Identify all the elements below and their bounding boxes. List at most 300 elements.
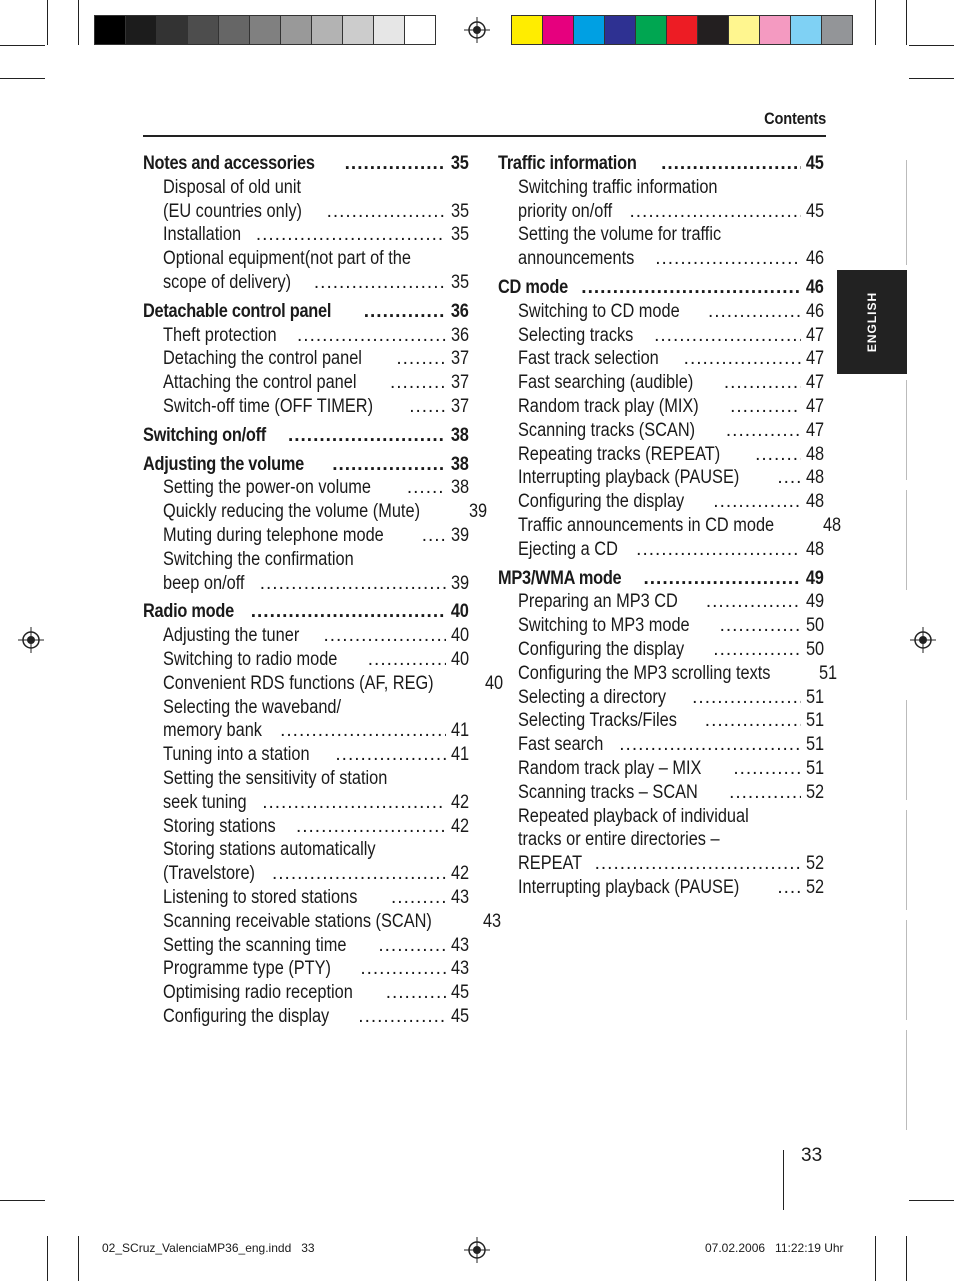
crop-mark	[909, 78, 954, 79]
margin-rule	[906, 160, 907, 265]
toc-entry-title: Switching the confirmation	[163, 548, 354, 570]
toc-page-number: 42	[450, 863, 469, 885]
toc-page-number: 40	[484, 672, 503, 694]
dot-leader	[708, 300, 801, 324]
color-swatch	[511, 15, 543, 45]
toc-section	[143, 300, 469, 324]
toc-page-number: 35	[450, 200, 469, 222]
footer-file-info: 02_SCruz_ValenciaMP36_eng.indd 33	[102, 1241, 315, 1255]
toc-entry-title: Interrupting playback (PAUSE)	[518, 876, 740, 898]
toc-entry	[143, 862, 469, 886]
dot-leader	[332, 453, 446, 477]
dot-leader	[262, 791, 446, 815]
toc-entry	[498, 852, 824, 876]
color-swatch	[373, 15, 405, 45]
color-swatch	[666, 15, 698, 45]
dot-leader	[297, 324, 446, 348]
toc-entry	[498, 757, 824, 781]
toc-entry-title: Configuring the display	[518, 491, 685, 513]
toc-page-number: 38	[450, 477, 469, 499]
toc-entry-title: Radio mode	[143, 601, 234, 623]
dot-leader	[335, 743, 445, 767]
toc-entry	[498, 419, 824, 443]
color-swatch	[311, 15, 343, 45]
toc-entry	[143, 791, 469, 815]
color-swatch	[697, 15, 729, 45]
toc-entry	[143, 548, 469, 572]
toc-entry-title: Scanning tracks (SCAN)	[518, 419, 696, 441]
toc-entry-title: tracks or entire directories –	[518, 829, 720, 851]
crop-mark	[906, 1236, 907, 1281]
toc-entry	[143, 1005, 469, 1029]
dot-leader	[360, 957, 446, 981]
dot-leader	[706, 590, 801, 614]
toc-entry-title: Repeated playback of individual	[518, 805, 749, 827]
color-swatch	[404, 15, 436, 45]
toc-page-number: 46	[805, 248, 824, 270]
toc-entry	[143, 176, 469, 200]
toc-entry	[498, 347, 824, 371]
toc-section	[143, 424, 469, 448]
toc-entry	[143, 957, 469, 981]
toc-entry-title: Scanning receivable stations (SCAN)	[163, 910, 432, 932]
toc-entry-title: Notes and accessories	[143, 153, 315, 174]
dot-leader	[595, 852, 801, 876]
dot-leader	[654, 324, 801, 348]
color-swatch	[342, 15, 374, 45]
toc-page-number: 52	[805, 876, 824, 898]
margin-rule	[906, 920, 907, 1020]
toc-entry-title: Optimising radio reception	[163, 982, 353, 1004]
toc-page-number: 45	[450, 1005, 469, 1027]
toc-page-number: 40	[450, 625, 469, 647]
color-swatch	[821, 15, 853, 45]
dot-leader	[655, 247, 801, 271]
dot-leader	[777, 466, 801, 490]
toc-page-number: 50	[805, 615, 824, 637]
dot-leader	[272, 862, 446, 886]
dot-leader	[705, 709, 801, 733]
toc-entry	[498, 876, 824, 900]
dot-leader	[345, 152, 447, 176]
toc-entry-title: Configuring the display	[163, 1005, 330, 1027]
toc-entry-title: Quickly reducing the volume (Mute)	[163, 501, 421, 523]
margin-rule	[906, 380, 907, 480]
toc-entry	[143, 395, 469, 419]
toc-page-number: 45	[450, 982, 469, 1004]
toc-entry-title: Fast track selection	[518, 348, 659, 370]
crop-mark	[0, 78, 45, 79]
toc-entry	[498, 247, 824, 271]
toc-entry	[498, 176, 824, 200]
toc-page-number: 51	[818, 662, 837, 684]
toc-entry	[143, 324, 469, 348]
color-swatch	[728, 15, 760, 45]
dot-leader	[692, 686, 801, 710]
toc-page-number: 39	[468, 501, 487, 523]
toc-page-number: 48	[805, 467, 824, 489]
crop-mark	[875, 0, 876, 45]
color-swatch	[156, 15, 188, 45]
dot-leader	[755, 443, 801, 467]
crop-mark	[78, 1236, 79, 1281]
toc-column-left	[143, 152, 503, 1029]
toc-entry-title: Traffic information	[498, 153, 637, 174]
toc-section	[498, 152, 824, 176]
dot-leader	[422, 524, 446, 548]
toc-entry	[143, 648, 469, 672]
color-swatch	[790, 15, 822, 45]
color-swatch	[249, 15, 281, 45]
dot-leader	[733, 757, 801, 781]
toc-entry-title: announcements	[518, 248, 635, 270]
toc-entry-title: seek tuning	[163, 791, 247, 813]
language-tab-label: ENGLISH	[865, 291, 879, 353]
toc-entry	[498, 371, 824, 395]
toc-entry-title: Random track play (MIX)	[518, 395, 699, 417]
toc-entry	[143, 347, 469, 371]
toc-page-number: 51	[805, 734, 824, 756]
toc-entry	[498, 490, 824, 514]
toc-entry-title: Random track play – MIX	[518, 757, 702, 779]
toc-entry-title: Tuning into a station	[163, 744, 310, 766]
crop-mark	[0, 45, 45, 46]
toc-page-number: 48	[805, 491, 824, 513]
dot-leader	[407, 476, 446, 500]
toc-entry-title: (EU countries only)	[163, 200, 302, 222]
toc-entry	[143, 767, 469, 791]
toc-page-number: 48	[805, 538, 824, 560]
toc-page-number: 51	[805, 686, 824, 708]
toc-entry	[498, 395, 824, 419]
dot-leader	[396, 347, 446, 371]
toc-entry	[143, 743, 469, 767]
dot-leader	[619, 733, 801, 757]
dot-leader	[724, 371, 801, 395]
toc-entry	[143, 838, 469, 862]
toc-entry-title: Configuring the display	[518, 638, 685, 660]
registration-mark-icon	[18, 627, 44, 653]
toc-entry-title: Fast searching (audible)	[518, 372, 694, 394]
toc-entry-title: Adjusting the volume	[143, 453, 304, 475]
toc-page-number: 48	[822, 514, 841, 536]
header-rule	[143, 135, 826, 137]
toc-page-number: 49	[805, 591, 824, 613]
toc-entry	[498, 200, 824, 224]
dot-leader	[364, 300, 447, 324]
color-swatch	[542, 15, 574, 45]
toc-entry-title: Theft protection	[163, 324, 277, 346]
language-tab	[837, 270, 907, 374]
toc-entry	[143, 200, 469, 224]
dot-leader	[296, 815, 446, 839]
toc-entry-title: Setting the power-on volume	[163, 477, 372, 499]
toc-column-right	[498, 152, 841, 900]
toc-entry-title: Selecting a directory	[518, 686, 667, 708]
toc-page-number: 52	[805, 853, 824, 875]
toc-entry-title: Storing stations	[163, 815, 276, 837]
color-swatch	[280, 15, 312, 45]
toc-section	[143, 600, 469, 624]
dot-leader	[581, 276, 801, 300]
dot-leader	[629, 200, 800, 224]
toc-page-number: 37	[450, 348, 469, 370]
crop-mark	[47, 1236, 48, 1281]
toc-entry	[498, 538, 824, 562]
color-swatch	[573, 15, 605, 45]
dot-leader	[409, 395, 446, 419]
toc-entry	[143, 247, 469, 271]
toc-entry-title: Interrupting playback (PAUSE)	[518, 467, 740, 489]
toc-page-number: 36	[451, 300, 469, 322]
toc-entry-title: (Travelstore)	[163, 863, 256, 885]
margin-rule	[906, 1030, 907, 1130]
toc-page-number: 42	[450, 791, 469, 813]
toc-entry-title: scope of delivery)	[163, 271, 292, 293]
toc-entry-title: Setting the sensitivity of station	[163, 767, 388, 789]
dot-leader	[713, 490, 801, 514]
toc-entry	[143, 624, 469, 648]
toc-entry	[143, 886, 469, 910]
toc-page-number: 43	[482, 910, 501, 932]
dot-leader	[730, 395, 801, 419]
toc-entry	[143, 981, 469, 1005]
toc-entry	[143, 672, 503, 696]
toc-entry-title: Optional equipment(not part of the	[163, 248, 411, 270]
dot-leader	[726, 419, 801, 443]
toc-entry-title: Traffic announcements in CD mode	[518, 514, 775, 536]
dot-leader	[327, 200, 446, 224]
toc-entry-title: Switching on/off	[143, 424, 266, 446]
toc-page-number: 46	[806, 276, 824, 298]
toc-entry	[498, 466, 824, 490]
toc-entry	[498, 324, 824, 348]
toc-page-number: 41	[450, 744, 469, 766]
toc-entry	[143, 815, 469, 839]
toc-entry-title: Convenient RDS functions (AF, REG)	[163, 672, 434, 694]
color-swatch	[125, 15, 157, 45]
margin-rule	[906, 810, 907, 910]
toc-entry-title: Detaching the control panel	[163, 348, 362, 370]
toc-entry-title: Listening to stored stations	[163, 886, 358, 908]
margin-rule	[906, 490, 907, 590]
toc-section	[143, 453, 469, 477]
dot-leader	[636, 538, 801, 562]
toc-entry-title: Switching to MP3 mode	[518, 615, 690, 637]
toc-page-number: 39	[450, 524, 469, 546]
toc-page-number: 40	[451, 601, 469, 623]
toc-entry-title: Storing stations automatically	[163, 839, 376, 861]
toc-entry	[498, 638, 824, 662]
toc-page-number: 37	[450, 372, 469, 394]
footer-timestamp: 07.02.2006 11:22:19 Uhr	[705, 1241, 844, 1255]
dot-leader	[288, 424, 447, 448]
toc-page-number: 47	[805, 372, 824, 394]
toc-entry-title: Programme type (PTY)	[163, 958, 331, 980]
toc-entry-title: Fast search	[518, 734, 604, 756]
toc-page-number: 47	[805, 324, 824, 346]
toc-entry-title: Repeating tracks (REPEAT)	[518, 443, 721, 465]
color-swatch	[604, 15, 636, 45]
toc-entry-title: Selecting Tracks/Files	[518, 710, 677, 732]
registration-mark-icon	[464, 17, 490, 43]
page-header-title: Contents	[764, 109, 826, 128]
toc-entry-title: beep on/off	[163, 572, 245, 594]
toc-entry	[143, 223, 469, 247]
toc-entry	[143, 910, 501, 934]
toc-page-number: 48	[805, 443, 824, 465]
crop-mark	[47, 0, 48, 45]
crop-mark	[906, 0, 907, 45]
toc-entry	[498, 514, 841, 538]
toc-page-number: 38	[451, 424, 469, 446]
toc-entry-title: Configuring the MP3 scrolling texts	[518, 662, 771, 684]
toc-entry	[498, 443, 824, 467]
toc-page-number: 46	[805, 300, 824, 322]
toc-entry	[498, 709, 824, 733]
toc-entry	[143, 719, 469, 743]
toc-entry	[143, 934, 469, 958]
toc-page-number: 42	[450, 815, 469, 837]
toc-entry-title: Switching to CD mode	[518, 300, 680, 322]
toc-entry	[498, 590, 824, 614]
toc-page-number: 50	[805, 638, 824, 660]
dot-leader	[358, 1005, 446, 1029]
toc-entry-title: Disposal of old unit	[163, 176, 302, 198]
toc-entry-title: Scanning tracks – SCAN	[518, 781, 698, 803]
toc-entry	[143, 572, 469, 596]
dot-leader	[260, 572, 446, 596]
toc-entry-title: Setting the volume for traffic	[518, 224, 722, 246]
toc-entry	[143, 271, 469, 295]
toc-entry-title: Installation	[163, 224, 242, 246]
toc-entry-title: Preparing an MP3 CD	[518, 591, 678, 613]
dot-leader	[251, 600, 447, 624]
toc-entry	[498, 733, 824, 757]
toc-entry-title: REPEAT	[518, 853, 583, 875]
crop-mark	[875, 1236, 876, 1281]
toc-page-number: 43	[450, 934, 469, 956]
toc-entry-title: Selecting the waveband/	[163, 696, 342, 718]
toc-entry-title: Ejecting a CD	[518, 538, 618, 560]
toc-entry-title: Adjusting the tuner	[163, 625, 300, 647]
dot-leader	[391, 886, 446, 910]
toc-entry	[143, 696, 469, 720]
toc-page-number: 35	[451, 153, 469, 174]
dot-leader	[314, 271, 446, 295]
toc-section	[143, 152, 469, 176]
toc-entry-title: Switching to radio mode	[163, 648, 338, 670]
dot-leader	[720, 614, 801, 638]
crop-mark	[909, 45, 954, 46]
registration-mark-icon	[910, 627, 936, 653]
toc-page-number: 51	[805, 757, 824, 779]
dot-leader	[378, 934, 446, 958]
toc-page-number: 40	[450, 648, 469, 670]
crop-mark	[0, 1200, 45, 1201]
toc-entry	[498, 662, 837, 686]
toc-entry	[498, 781, 824, 805]
toc-section	[498, 276, 824, 300]
dot-leader	[713, 638, 801, 662]
page-number-rule	[783, 1150, 784, 1210]
dot-leader	[661, 152, 801, 176]
dot-leader	[280, 719, 446, 743]
toc-page-number: 47	[805, 348, 824, 370]
toc-page-number: 43	[450, 958, 469, 980]
color-swatch	[94, 15, 126, 45]
color-swatch	[635, 15, 667, 45]
margin-rule	[906, 700, 907, 800]
toc-page-number: 47	[805, 419, 824, 441]
toc-page-number: 43	[450, 886, 469, 908]
dot-leader	[386, 981, 446, 1005]
toc-page-number: 52	[805, 781, 824, 803]
toc-entry-title: MP3/WMA mode	[498, 567, 622, 589]
dot-leader	[323, 624, 445, 648]
toc-entry-title: Switching traffic information	[518, 176, 718, 198]
toc-page-number: 51	[805, 710, 824, 732]
toc-page-number: 35	[450, 271, 469, 293]
color-swatch	[187, 15, 219, 45]
color-swatch	[218, 15, 250, 45]
toc-page-number: 39	[450, 572, 469, 594]
toc-entry	[498, 300, 824, 324]
dot-leader	[684, 347, 801, 371]
toc-entry	[143, 500, 487, 524]
toc-entry-title: Switch-off time (OFF TIMER)	[163, 395, 374, 417]
toc-entry	[498, 805, 824, 829]
toc-page-number: 45	[806, 153, 824, 174]
toc-entry	[498, 686, 824, 710]
color-swatch	[759, 15, 791, 45]
toc-entry	[498, 828, 824, 852]
toc-page-number: 45	[805, 200, 824, 222]
dot-leader	[643, 567, 801, 591]
toc-entry	[498, 614, 824, 638]
dot-leader	[256, 223, 446, 247]
toc-page-number: 47	[805, 395, 824, 417]
toc-entry	[143, 524, 469, 548]
toc-entry-title: CD mode	[498, 276, 568, 298]
dot-leader	[729, 781, 801, 805]
toc-page-number: 37	[450, 395, 469, 417]
toc-page-number: 35	[450, 224, 469, 246]
toc-entry-title: priority on/off	[518, 200, 613, 222]
toc-entry-title: Setting the scanning time	[163, 934, 347, 956]
toc-entry	[498, 223, 824, 247]
dot-leader	[777, 876, 801, 900]
toc-entry-title: Selecting tracks	[518, 324, 634, 346]
toc-page-number: 49	[806, 567, 824, 589]
toc-page-number: 41	[450, 720, 469, 742]
toc-page-number: 36	[450, 324, 469, 346]
dot-leader	[368, 648, 446, 672]
toc-entry-title: Muting during telephone mode	[163, 524, 384, 546]
toc-entry-title: memory bank	[163, 720, 262, 742]
toc-entry	[143, 371, 469, 395]
toc-entry-title: Detachable control panel	[143, 300, 332, 322]
toc-section	[498, 567, 824, 591]
toc-entry	[143, 476, 469, 500]
crop-mark	[909, 1200, 954, 1201]
toc-page-number: 38	[451, 453, 469, 475]
dot-leader	[390, 371, 446, 395]
page-number: 33	[801, 1145, 823, 1166]
registration-mark-icon	[464, 1237, 490, 1263]
toc-entry-title: Attaching the control panel	[163, 372, 357, 394]
crop-mark	[78, 0, 79, 45]
